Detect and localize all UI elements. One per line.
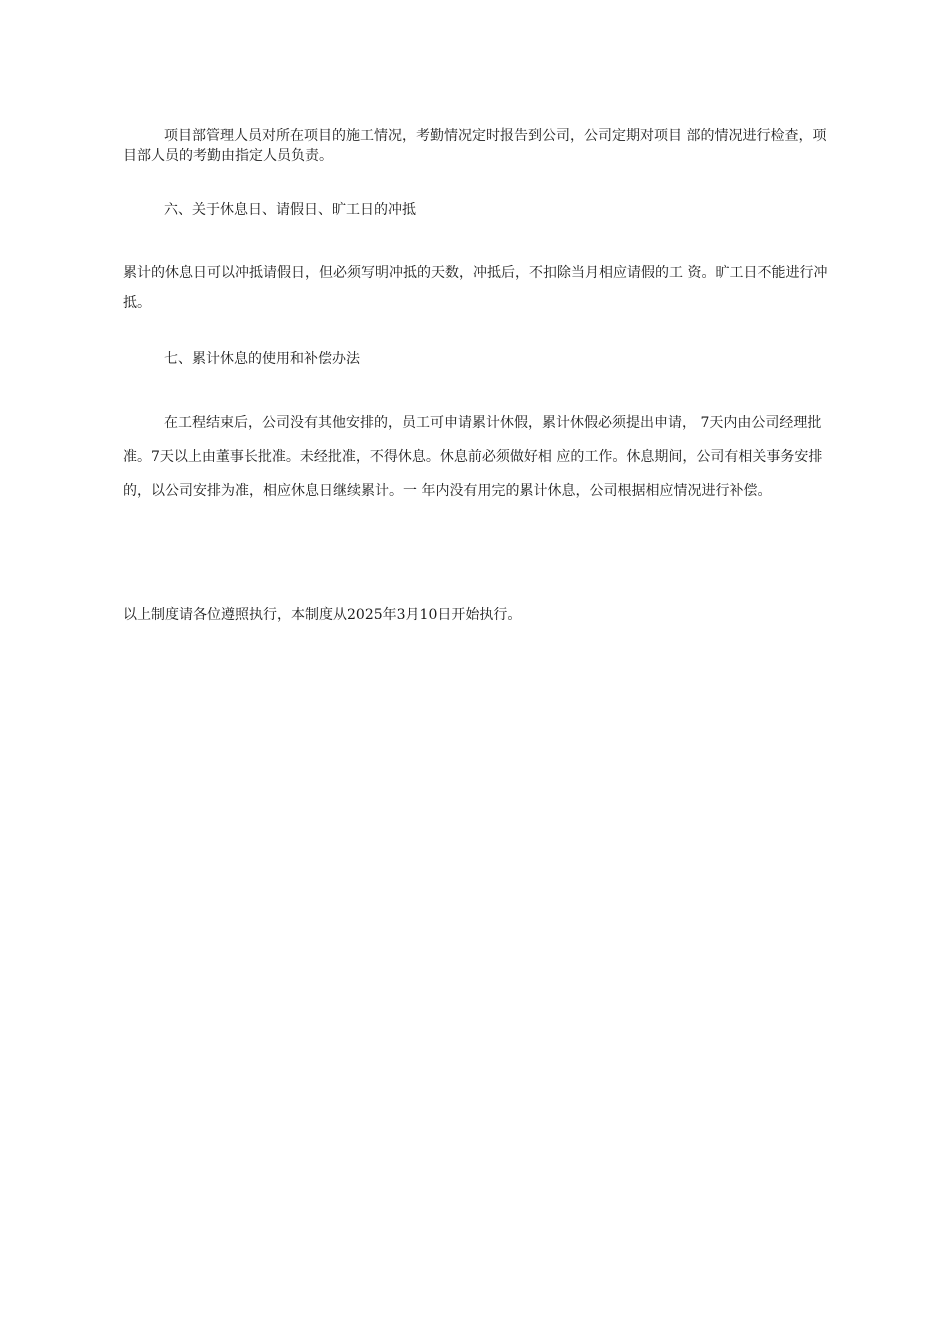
section-heading-six: 六、关于休息日、请假日、旷工日的冲抵 [164,202,416,218]
closing-statement: 以上制度请各位遵照执行，本制度从2025年3月10日开始执行。 [123,607,522,623]
section-heading-seven: 七、累计休息的使用和补偿办法 [164,351,360,367]
paragraph-offset-rules: 累计的休息日可以冲抵请假日，但必须写明冲抵的天数，冲抵后，不扣除当月相应请假的工 资。旷工日不能进行冲抵。 [123,265,828,311]
paragraph-rest-usage: 在工程结束后，公司没有其他安排的，员工可申请累计休假，累计休假必须提出申请， 7天内由公司经理批准。7天以上由董事长批准。未经批准，不得休息。休息前必须做好相 应的工作。休息期间，公司有相关事务安排的，以公司安排为准，相应休息日继续累计。一 年内没有用完的累计休息，公司根据相应情况进行补偿。 [123,415,823,499]
paragraph-project-reporting: 项目部管理人员对所在项目的施工情况，考勤情况定时报告到公司，公司定期对项目 部的情况进行检查，项目部人员的考勤由指定人员负责。 [123,128,827,164]
